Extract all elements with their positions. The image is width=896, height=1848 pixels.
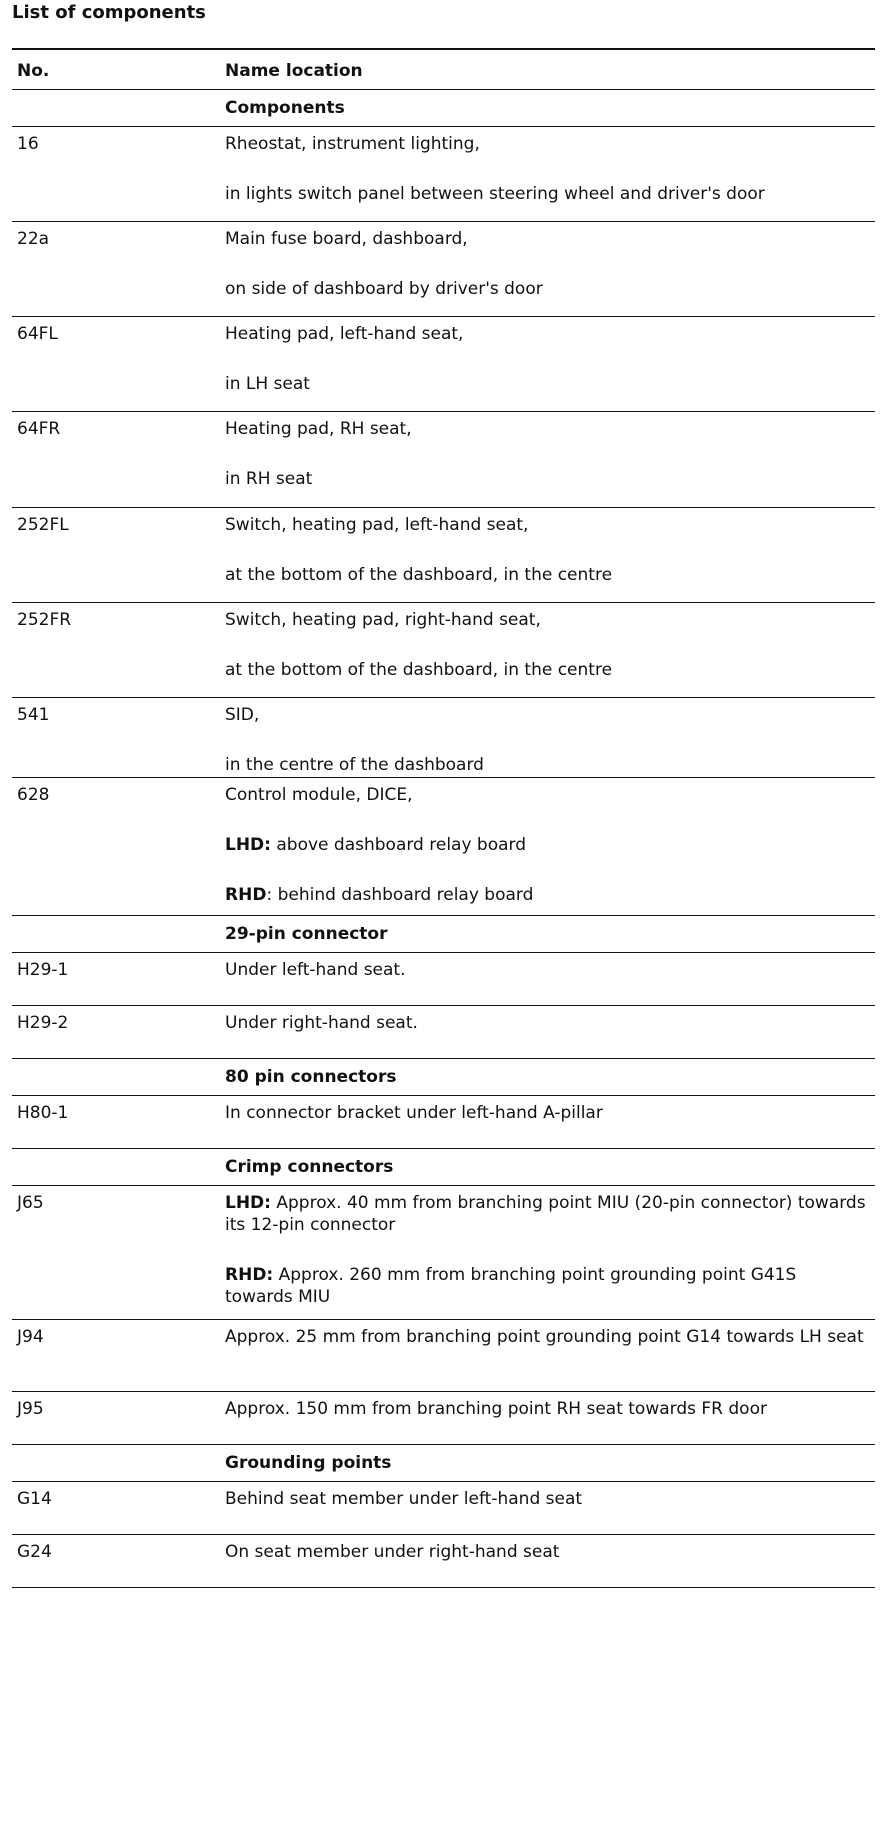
- table-row: [12, 952, 875, 1005]
- section-heading-row: [12, 1148, 875, 1185]
- table-row: [12, 1005, 875, 1058]
- section-heading-spacer: [12, 1148, 220, 1185]
- location-text: Main fuse board, dashboard,: [225, 228, 468, 249]
- component-number: 22a: [12, 221, 220, 316]
- location-line: [225, 278, 869, 300]
- component-number: H29-1: [12, 952, 220, 1005]
- location-line: [225, 183, 869, 205]
- location-text: in RH seat: [225, 468, 313, 489]
- section-heading-row: [12, 1444, 875, 1481]
- section-heading-spacer: [12, 1444, 220, 1481]
- component-location: [220, 411, 875, 507]
- location-line: [225, 1192, 869, 1236]
- table-row: [12, 411, 875, 507]
- location-line: [225, 1326, 869, 1348]
- component-number: 252FL: [12, 507, 220, 602]
- location-line: [225, 468, 869, 490]
- table-row: [12, 1319, 875, 1391]
- location-text: Control module, DICE,: [225, 784, 413, 805]
- section-heading-spacer: [12, 89, 220, 126]
- component-number: 16: [12, 126, 220, 221]
- location-text: in LH seat: [225, 373, 310, 394]
- location-line: [225, 1541, 869, 1563]
- location-text: above dashboard relay board: [270, 834, 527, 855]
- location-line: [225, 323, 869, 345]
- location-text: Switch, heating pad, left-hand seat,: [225, 514, 529, 535]
- location-text: in the centre of the dashboard: [225, 754, 484, 775]
- component-location: [220, 777, 875, 915]
- location-line: [225, 704, 869, 726]
- component-number: 252FR: [12, 602, 220, 697]
- component-location: [220, 1534, 875, 1587]
- component-location: [220, 602, 875, 697]
- location-text: Approx. 150 mm from branching point RH seat towards FR door: [225, 1398, 767, 1419]
- location-text: on side of dashboard by driver's door: [225, 278, 543, 299]
- location-text: SID,: [225, 704, 260, 725]
- component-number: 628: [12, 777, 220, 915]
- location-text: On seat member under right-hand seat: [225, 1541, 560, 1562]
- component-location: [220, 697, 875, 777]
- section-heading: Components: [220, 89, 875, 126]
- component-number: H80-1: [12, 1095, 220, 1148]
- table-row: [12, 602, 875, 697]
- location-text: Switch, heating pad, right-hand seat,: [225, 609, 541, 630]
- location-text: Under right-hand seat.: [225, 1012, 418, 1033]
- table-row: [12, 1534, 875, 1587]
- table-row: [12, 1095, 875, 1148]
- section-heading-spacer: [12, 915, 220, 952]
- component-number: G24: [12, 1534, 220, 1587]
- table-row: [12, 777, 875, 915]
- table-row: [12, 507, 875, 602]
- component-location: [220, 952, 875, 1005]
- components-table: [12, 48, 875, 1588]
- location-text: Heating pad, left-hand seat,: [225, 323, 464, 344]
- location-line: [225, 1264, 869, 1308]
- location-line: [225, 1488, 869, 1510]
- table-row: [12, 316, 875, 411]
- table-row: [12, 1391, 875, 1444]
- table-row: [12, 126, 875, 221]
- header-name-location: Name location: [220, 49, 875, 89]
- component-location: [220, 126, 875, 221]
- drive-side-label: LHD:: [225, 834, 271, 855]
- location-line: [225, 1102, 869, 1124]
- location-line: [225, 784, 869, 806]
- component-location: [220, 1185, 875, 1319]
- location-text: Approx. 25 mm from branching point grounding point G14 towards LH seat: [225, 1326, 864, 1347]
- location-text: Approx. 260 mm from branching point grounding point G41S towards MIU: [225, 1264, 797, 1307]
- location-line: [225, 754, 869, 776]
- component-location: [220, 507, 875, 602]
- location-line: [225, 373, 869, 395]
- component-number: 64FR: [12, 411, 220, 507]
- component-location: [220, 316, 875, 411]
- location-text: Behind seat member under left-hand seat: [225, 1488, 583, 1509]
- location-line: [225, 418, 869, 440]
- table-body: [12, 89, 875, 1587]
- location-text: at the bottom of the dashboard, in the centre: [225, 564, 613, 585]
- table-header-row: [12, 49, 875, 89]
- location-text: Heating pad, RH seat,: [225, 418, 412, 439]
- component-location: [220, 1319, 875, 1391]
- component-location: [220, 1095, 875, 1148]
- document-title: List of components: [12, 2, 206, 23]
- location-line: [225, 834, 869, 856]
- location-line: [225, 133, 869, 155]
- location-text: in lights switch panel between steering wheel and driver's door: [225, 183, 765, 204]
- location-text: Rheostat, instrument lighting,: [225, 133, 480, 154]
- component-number: J65: [12, 1185, 220, 1319]
- location-line: [225, 609, 869, 631]
- location-text: : behind dashboard relay board: [266, 884, 534, 905]
- section-heading-row: [12, 915, 875, 952]
- drive-side-label: LHD:: [225, 1192, 271, 1213]
- location-text: Under left-hand seat.: [225, 959, 406, 980]
- location-line: [225, 228, 869, 250]
- location-line: [225, 514, 869, 536]
- section-heading-row: [12, 1058, 875, 1095]
- component-number: H29-2: [12, 1005, 220, 1058]
- section-heading: Grounding points: [220, 1444, 875, 1481]
- component-location: [220, 1005, 875, 1058]
- section-heading: 29-pin connector: [220, 915, 875, 952]
- location-text: at the bottom of the dashboard, in the centre: [225, 659, 613, 680]
- component-number: G14: [12, 1481, 220, 1534]
- component-location: [220, 1481, 875, 1534]
- location-line: [225, 884, 869, 906]
- drive-side-label: RHD: [225, 884, 267, 905]
- table-row: [12, 1185, 875, 1319]
- section-heading: Crimp connectors: [220, 1148, 875, 1185]
- component-number: 541: [12, 697, 220, 777]
- component-location: [220, 1391, 875, 1444]
- section-heading-spacer: [12, 1058, 220, 1095]
- drive-side-label: RHD:: [225, 1264, 274, 1285]
- section-heading: 80 pin connectors: [220, 1058, 875, 1095]
- component-location: [220, 221, 875, 316]
- location-line: [225, 1012, 869, 1034]
- location-line: [225, 1398, 869, 1420]
- location-line: [225, 564, 869, 586]
- component-number: 64FL: [12, 316, 220, 411]
- component-number: J94: [12, 1319, 220, 1391]
- location-text: Approx. 40 mm from branching point MIU (20-pin connector) towards its 12-pin connector: [225, 1192, 866, 1235]
- header-no: No.: [12, 49, 220, 89]
- location-text: In connector bracket under left-hand A-pillar: [225, 1102, 603, 1123]
- component-number: J95: [12, 1391, 220, 1444]
- table-row: [12, 697, 875, 777]
- location-line: [225, 959, 869, 981]
- table-row: [12, 221, 875, 316]
- table-row: [12, 1481, 875, 1534]
- section-heading-row: [12, 89, 875, 126]
- location-line: [225, 659, 869, 681]
